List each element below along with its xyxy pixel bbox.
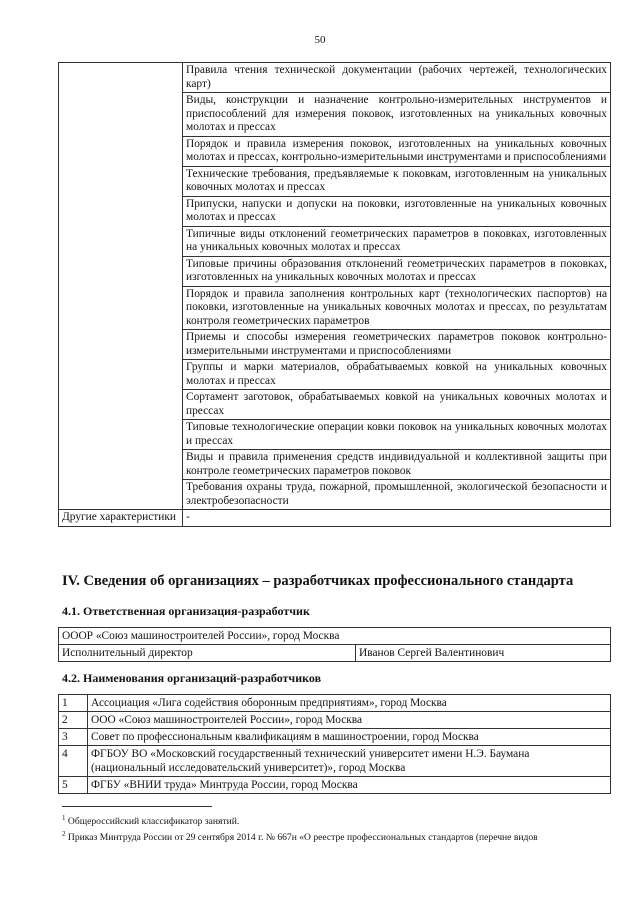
footnote [62, 812, 612, 828]
developer-name: ФГБОУ ВО «Московский государственный технический университет имени Н.Э. Баумана (национальный исследовательский университет)», город Москва [88, 746, 611, 777]
developer-name: ФГБУ «ВНИИ труда» Минтруда России, город Москва [88, 777, 611, 794]
table-row [59, 628, 611, 645]
table-row [59, 510, 611, 527]
footnote-text: Общероссийский классификатор занятий. [67, 816, 240, 828]
table-row [59, 746, 611, 777]
table-row [59, 695, 611, 712]
footnote-mark: 2 [62, 830, 66, 839]
developers-table [58, 694, 611, 794]
requirement-item: Приемы и способы измерения геометрических параметров поковок контрольно-измерительными инструментами и приспособлениями [183, 330, 611, 360]
footnote [62, 828, 612, 844]
requirement-item: Порядок и правила заполнения контрольных карт (технологических паспортов) на поковки, изготовленные на уникальных ковочных молотах и прессах, по результатам контроля геометрических параметров [183, 286, 611, 330]
developer-name: Совет по профессиональным квалификациям в машиностроении, город Москва [88, 729, 611, 746]
developer-name: ООО «Союз машиностроителей России», город Москва [88, 712, 611, 729]
section-heading: IV. Сведения об организациях – разработчиках профессионального стандарта [62, 573, 574, 589]
footnotes [62, 812, 612, 844]
requirement-item: Группы и марки материалов, обрабатываемых ковкой на уникальных ковочных молотах и прессах [183, 360, 611, 390]
table-row [59, 729, 611, 746]
responsible-org-table [58, 627, 611, 662]
row-number: 3 [59, 729, 88, 746]
requirement-item: Виды, конструкции и назначение контрольно-измерительных инструментов и приспособлений для измерения поковок, изготовленных на уникальных ковочных молотах и прессах [183, 93, 611, 137]
responsible-org-heading: 4.1. Ответственная организация-разработчик [62, 604, 310, 618]
table-row [59, 777, 611, 794]
responsible-person: Иванов Сергей Валентинович [356, 645, 611, 662]
requirement-item: Сортамент заготовок, обрабатываемых ковкой на уникальных ковочных молотах и прессах [183, 390, 611, 420]
responsible-position: Исполнительный директор [59, 645, 356, 662]
requirement-item: Правила чтения технической документации (рабочих чертежей, технологических карт) [183, 63, 611, 93]
row-number: 5 [59, 777, 88, 794]
row-label-cell [59, 63, 183, 510]
developers-heading: 4.2. Наименования организаций-разработчиков [62, 671, 322, 685]
other-characteristics-label: Другие характеристики [59, 510, 183, 527]
footnote-divider [62, 806, 212, 807]
requirements-table [58, 62, 611, 527]
footnote-text: Приказ Минтруда России от 29 сентября 2014 г. № 667н «О реестре профессиональных стандартов (перечне видов [67, 832, 538, 844]
table-row [59, 645, 611, 662]
page-number: 50 [314, 34, 326, 46]
row-number: 2 [59, 712, 88, 729]
row-number: 1 [59, 695, 88, 712]
requirement-item: Типичные виды отклонений геометрических параметров в поковках, изготовленных на уникальных ковочных молотах и прессах [183, 226, 611, 256]
developer-name: Ассоциация «Лига содействия оборонным предприятиям», город Москва [88, 695, 611, 712]
other-characteristics-value: - [183, 510, 611, 527]
table-row [59, 63, 611, 93]
requirement-item: Требования охраны труда, пожарной, промышленной, экологической безопасности и электробезопасности [183, 480, 611, 510]
footnote-mark: 1 [62, 814, 66, 822]
requirement-item: Припуски, напуски и допуски на поковки, изготовленные на уникальных ковочных молотах и прессах [183, 196, 611, 226]
requirement-item: Типовые технологические операции ковки поковок на уникальных ковочных молотах и прессах [183, 420, 611, 450]
responsible-org-name: ОООР «Союз машиностроителей России», город Москва [59, 628, 611, 645]
requirement-item: Порядок и правила измерения поковок, изготовленных на уникальных ковочных молотах и прессах, контрольно-измерительными инструментами и приспособлениями [183, 136, 611, 166]
table-row [59, 712, 611, 729]
requirement-item: Технические требования, предъявляемые к поковкам, изготовленным на уникальных ковочных молотах и прессах [183, 166, 611, 196]
requirement-item: Типовые причины образования отклонений геометрических параметров в поковках, изготовленных на уникальных ковочных молотах и прессах [183, 256, 611, 286]
row-number: 4 [59, 746, 88, 777]
requirement-item: Виды и правила применения средств индивидуальной и коллективной защиты при контроле геометрических параметров поковок [183, 450, 611, 480]
